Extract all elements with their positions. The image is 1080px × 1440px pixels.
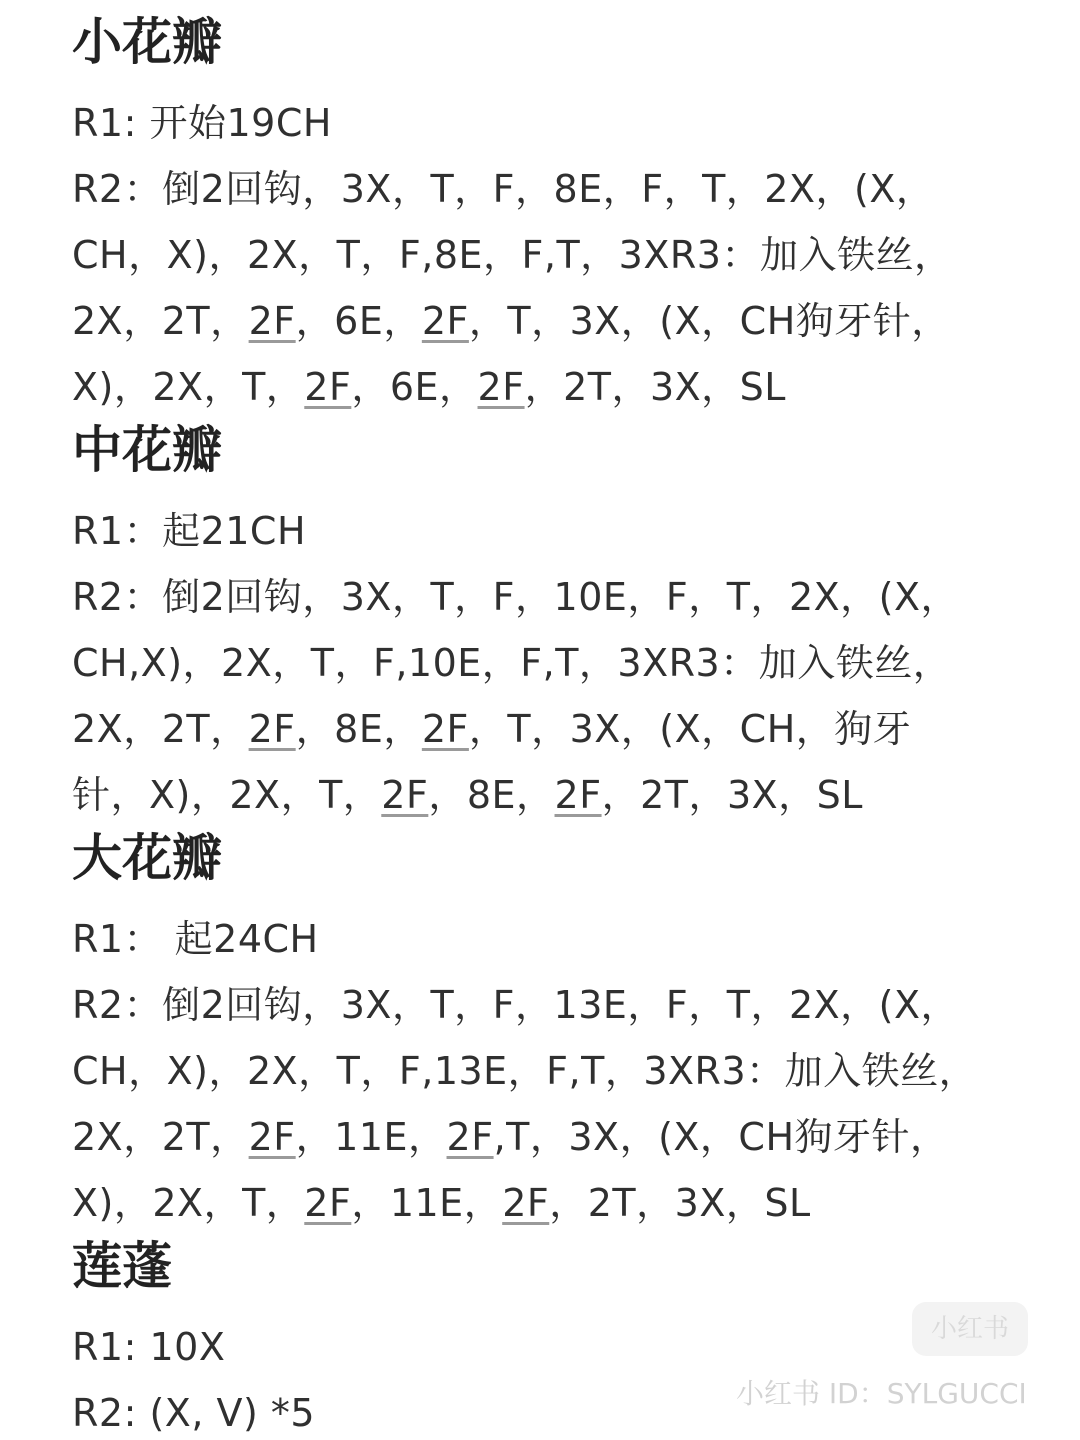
pattern-row-line: R1: 10X <box>72 1325 226 1369</box>
user-id-watermark: 小红书 ID：SYLGUCCI <box>736 1377 1027 1410</box>
underlined-stitch: 2F <box>502 1181 550 1225</box>
pattern-row-line: 2X，2T，2F，11E，2F,T，3X，(X，CH狗牙针， <box>72 1115 949 1159</box>
section-heading: 大花瓣 <box>72 829 222 887</box>
pattern-row-line: R2: (X, V) *5 <box>72 1391 316 1435</box>
section-heading: 小花瓣 <box>72 13 222 71</box>
underlined-stitch: 2F <box>304 1181 352 1225</box>
pattern-row-line: CH，X)，2X，T，F,8E，F,T，3XR3：加入铁丝， <box>72 233 953 277</box>
underlined-stitch: 2F <box>421 299 469 343</box>
underlined-stitch: 2F <box>381 773 429 817</box>
pattern-row-line: CH，X)，2X，T，F,13E，F,T，3XR3：加入铁丝， <box>72 1049 978 1093</box>
underlined-stitch: 2F <box>477 365 525 409</box>
section-heading: 中花瓣 <box>72 421 222 479</box>
underlined-stitch: 2F <box>421 707 469 751</box>
section-heading: 莲蓬 <box>72 1237 172 1295</box>
pattern-row-line: R2：倒2回钩，3X，T，F，8E，F，T，2X，(X， <box>72 167 935 211</box>
pattern-row-line: R1：起21CH <box>72 509 307 553</box>
pattern-row-line: CH,X)，2X，T，F,10E，F,T，3XR3：加入铁丝， <box>72 641 952 685</box>
underlined-stitch: 2F <box>446 1115 494 1159</box>
underlined-stitch: 2F <box>554 773 602 817</box>
underlined-stitch: 2F <box>248 707 296 751</box>
pattern-row-line: R1: 开始19CH <box>72 101 332 145</box>
pattern-row-line: R2：倒2回钩，3X，T，F，10E，F，T，2X，(X， <box>72 575 960 619</box>
pattern-row-line: X)，2X，T，2F，11E，2F，2T，3X，SL <box>72 1181 811 1225</box>
pattern-row-line: 2X，2T，2F，6E，2F，T，3X，(X，CH狗牙针， <box>72 299 950 343</box>
underlined-stitch: 2F <box>304 365 352 409</box>
pattern-row-line: 针，X)，2X，T，2F，8E，2F，2T，3X，SL <box>72 773 863 817</box>
pattern-row-line: X)，2X，T，2F，6E，2F，2T，3X，SL <box>72 365 786 409</box>
xiaohongshu-logo-watermark: 小红书 <box>912 1302 1028 1356</box>
underlined-stitch: 2F <box>248 1115 296 1159</box>
pattern-row-line: R1： 起24CH <box>72 917 319 961</box>
pattern-row-line: 2X，2T，2F，8E，2F，T，3X，(X，CH，狗牙 <box>72 707 912 751</box>
underlined-stitch: 2F <box>248 299 296 343</box>
pattern-row-line: R2：倒2回钩，3X，T，F，13E，F，T，2X，(X， <box>72 983 960 1027</box>
